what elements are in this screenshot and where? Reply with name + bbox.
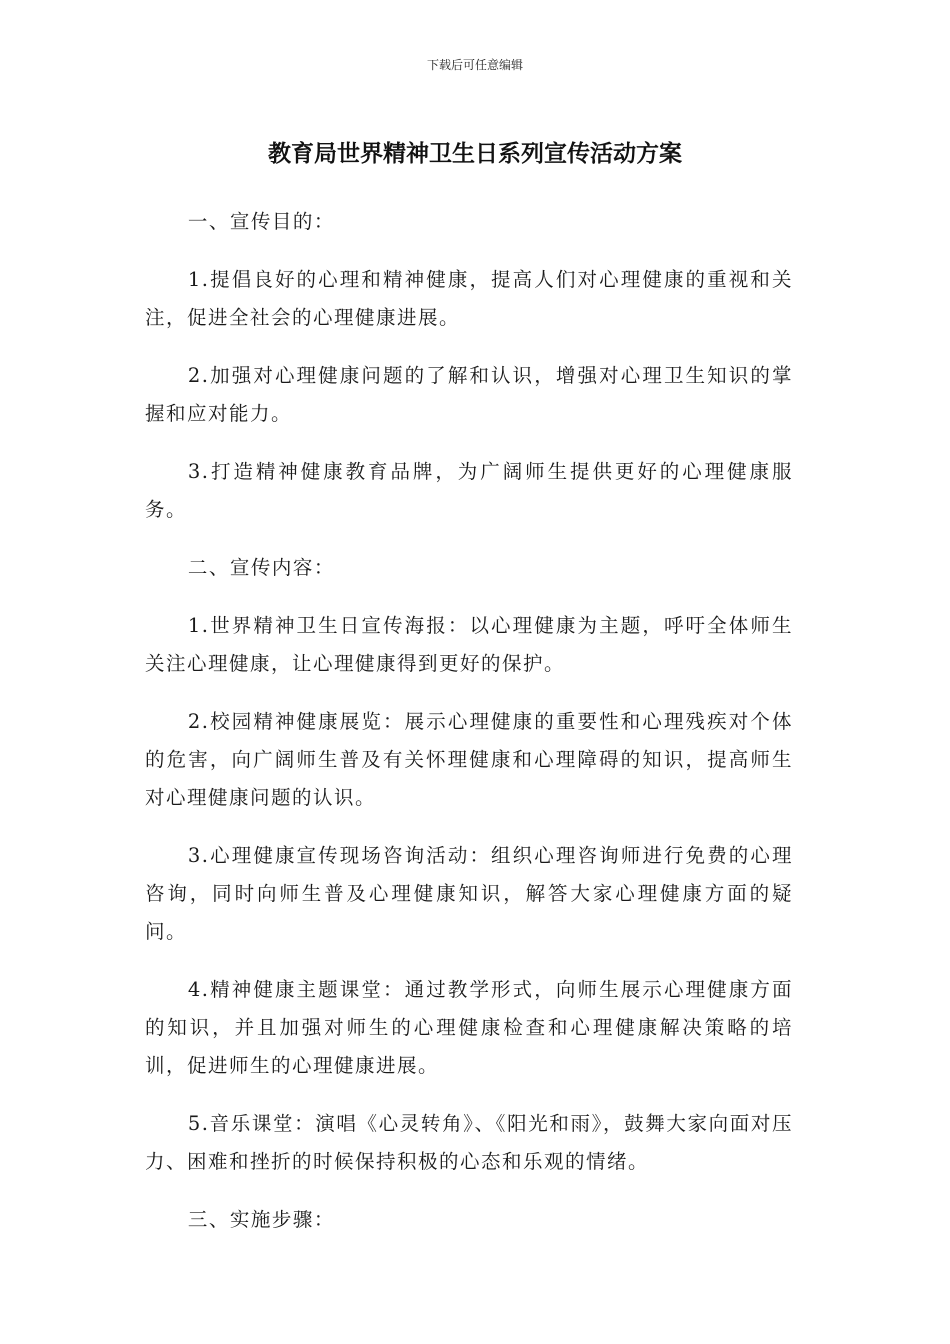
content-item-4: 4.精神健康主题课堂：通过教学形式，向师生展示心理健康方面的知识，并且加强对师生的心理健康检查和心理健康解决策略的培训，促进师生的心理健康进展。 (145, 978, 793, 1077)
purpose-item-1: 1.提倡良好的心理和精神健康，提高人们对心理健康的重视和关注，促进全社会的心理健康进展。 (145, 268, 793, 329)
document-title: 教育局世界精神卫生日系列宣传活动方案 (268, 141, 682, 167)
purpose-item-2: 2.加强对心理健康问题的了解和认识，增强对心理卫生知识的掌握和应对能力。 (145, 364, 793, 425)
section-heading-purpose: 一、宣传目的： (187, 210, 335, 233)
content-item-1: 1.世界精神卫生日宣传海报：以心理健康为主题，呼吁全体师生关注心理健康，让心理健康得到更好的保护。 (145, 614, 793, 675)
page-header-note: 下载后可任意编辑 (426, 58, 523, 72)
content-item-2: 2.校园精神健康展览：展示心理健康的重要性和心理残疾对个体的危害，向广阔师生普及有关怀理健康和心理障碍的知识，提高师生对心理健康问题的认识。 (145, 710, 793, 809)
content-item-5: 5.音乐课堂：演唱《心灵转角》、《阳光和雨》，鼓舞大家向面对压力、困难和挫折的时候保持积极的心态和乐观的情绪。 (145, 1112, 793, 1173)
section-heading-steps: 三、实施步骤： (187, 1208, 335, 1231)
document-body (145, 203, 793, 1259)
section-heading-content: 二、宣传内容： (187, 556, 335, 579)
purpose-item-3: 3.打造精神健康教育品牌，为广阔师生提供更好的心理健康服务。 (145, 460, 793, 521)
content-item-3: 3.心理健康宣传现场咨询活动：组织心理咨询师进行免费的心理咨询，同时向师生普及心理健康知识，解答大家心理健康方面的疑问。 (145, 844, 793, 943)
